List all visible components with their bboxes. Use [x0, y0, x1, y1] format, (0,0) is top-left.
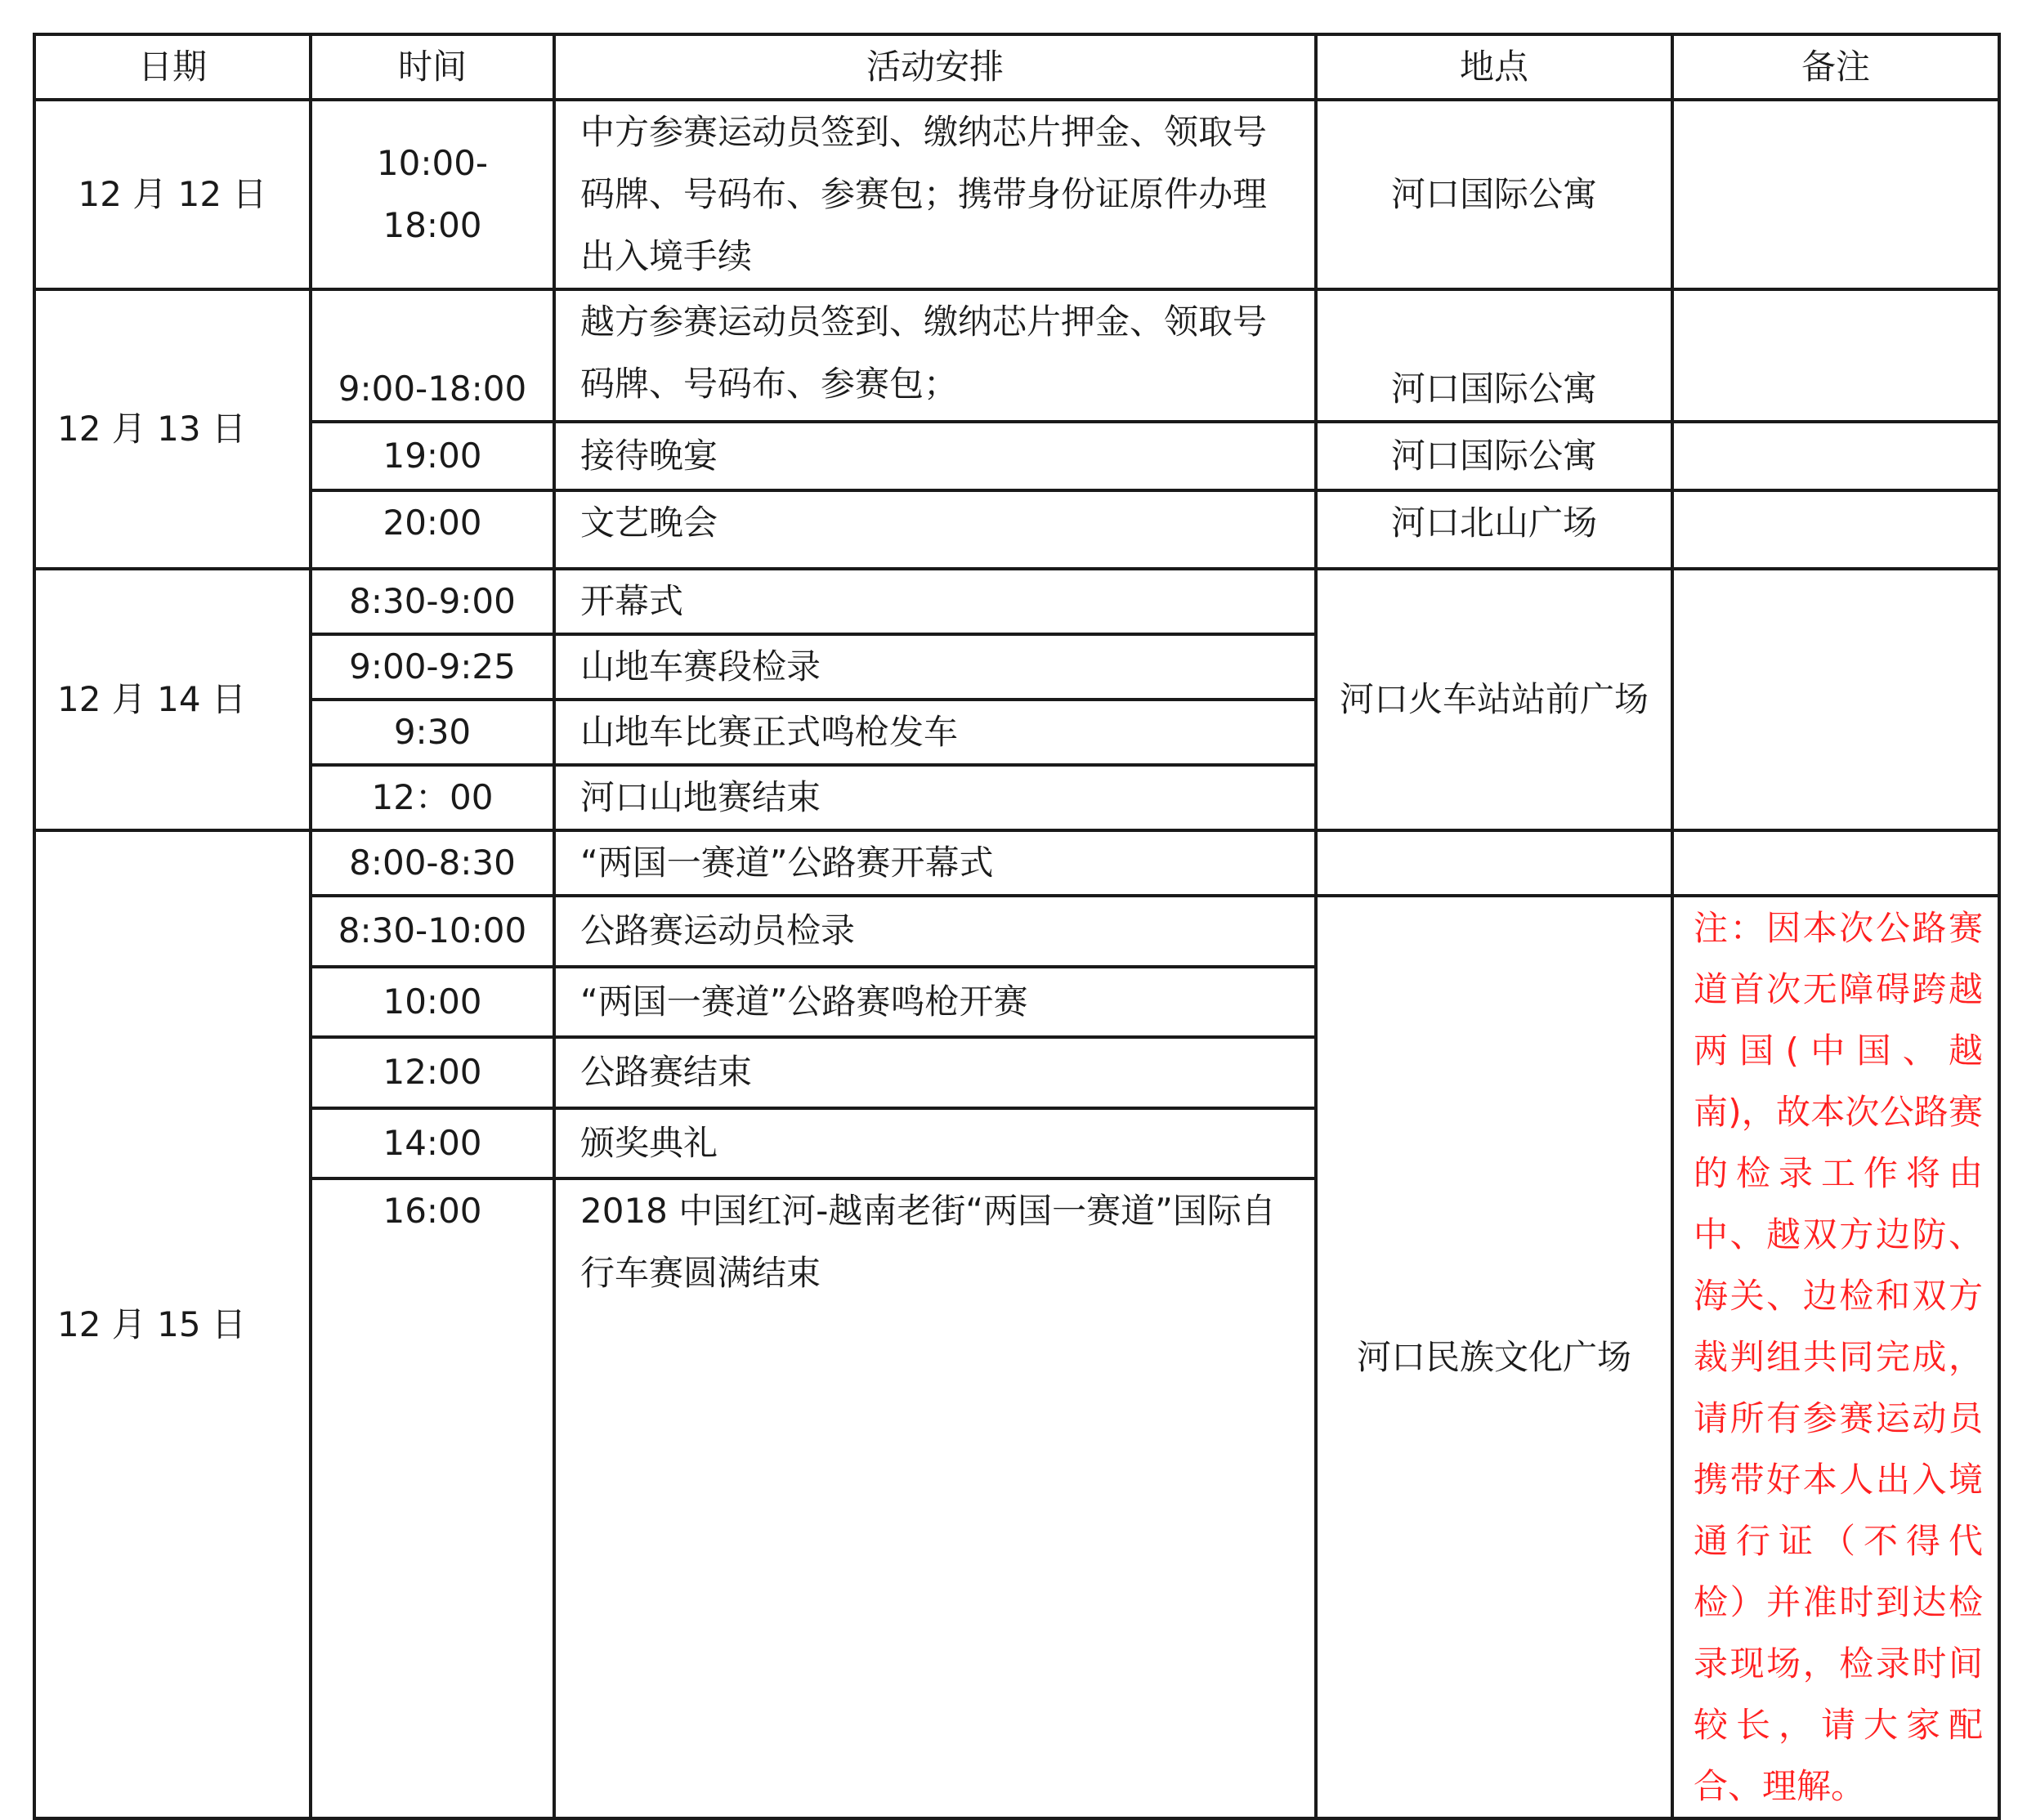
- activity-cell: 越方参赛运动员签到、缴纳芯片押金、领取号码牌、号码布、参赛包；: [554, 289, 1316, 422]
- activity-cell: 颁奖典礼: [554, 1108, 1316, 1179]
- date-cell: 12 月 13 日: [34, 289, 311, 569]
- activity-cell: 公路赛运动员检录: [554, 896, 1316, 967]
- time-cell: 8:30-9:00: [311, 569, 554, 634]
- location-cell: 河口北山广场: [1316, 490, 1672, 569]
- table-row: [34, 896, 1999, 967]
- time-cell: 9:30: [311, 700, 554, 765]
- header-time: 时间: [311, 34, 554, 100]
- table-row: [34, 569, 1999, 634]
- activity-cell: 文艺晚会: [554, 490, 1316, 569]
- remark-cell: [1672, 100, 1999, 289]
- location-cell: 河口国际公寓: [1316, 289, 1672, 422]
- table-row: [34, 100, 1999, 289]
- time-cell: 12：00: [311, 765, 554, 830]
- time-cell: 8:30-10:00: [311, 896, 554, 967]
- header-remark: 备注: [1672, 34, 1999, 100]
- time-cell: 19:00: [311, 422, 554, 490]
- table-row: [34, 490, 1999, 569]
- location-cell: [1316, 830, 1672, 896]
- header-location: 地点: [1316, 34, 1672, 100]
- remark-cell: [1672, 490, 1999, 569]
- activity-cell: 河口山地赛结束: [554, 765, 1316, 830]
- activity-cell: 山地车比赛正式鸣枪发车: [554, 700, 1316, 765]
- schedule-table: [33, 33, 2001, 1820]
- time-cell: 9:00-18:00: [311, 289, 554, 422]
- header-activity: 活动安排: [554, 34, 1316, 100]
- date-cell: 12 月 14 日: [34, 569, 311, 830]
- location-cell: 河口火车站站前广场: [1316, 569, 1672, 830]
- table-row: [34, 830, 1999, 896]
- time-cell: 10:00-18:00: [311, 100, 554, 289]
- location-cell: 河口民族文化广场: [1316, 896, 1672, 1818]
- header-date: 日期: [34, 34, 311, 100]
- table-row: [34, 422, 1999, 490]
- time-cell: 16:00: [311, 1178, 554, 1818]
- activity-cell: “两国一赛道”公路赛鸣枪开赛: [554, 967, 1316, 1038]
- activity-cell: 中方参赛运动员签到、缴纳芯片押金、领取号码牌、号码布、参赛包；携带身份证原件办理出入境手续: [554, 100, 1316, 289]
- date-cell: 12 月 15 日: [34, 830, 311, 1818]
- remark-cell: [1672, 830, 1999, 896]
- table-row: [34, 289, 1999, 422]
- activity-cell: “两国一赛道”公路赛开幕式: [554, 830, 1316, 896]
- header-row: [34, 34, 1999, 100]
- time-cell: 12:00: [311, 1037, 554, 1108]
- remark-cell: [1672, 289, 1999, 422]
- activity-cell: 2018 中国红河-越南老街“两国一赛道”国际自行车赛圆满结束: [554, 1178, 1316, 1818]
- location-cell: 河口国际公寓: [1316, 100, 1672, 289]
- remark-note: 注：因本次公路赛道首次无障碍跨越两国(中国、越南)，故本次公路赛的检录工作将由中、越双方边防、海关、边检和双方裁判组共同完成，请所有参赛运动员携带好本人出入境通行证（不得代检）并准时到达检录现场，检录时间较长，请大家配合、理解。: [1672, 896, 1999, 1818]
- activity-cell: 接待晚宴: [554, 422, 1316, 490]
- time-cell: 10:00: [311, 967, 554, 1038]
- activity-cell: 公路赛结束: [554, 1037, 1316, 1108]
- time-cell: 9:00-9:25: [311, 634, 554, 700]
- activity-cell: 开幕式: [554, 569, 1316, 634]
- time-cell: 20:00: [311, 490, 554, 569]
- activity-cell: 山地车赛段检录: [554, 634, 1316, 700]
- time-cell: 14:00: [311, 1108, 554, 1179]
- time-cell: 8:00-8:30: [311, 830, 554, 896]
- remark-cell: [1672, 422, 1999, 490]
- remark-cell: [1672, 569, 1999, 830]
- location-cell: 河口国际公寓: [1316, 422, 1672, 490]
- date-cell: 12 月 12 日: [34, 100, 311, 289]
